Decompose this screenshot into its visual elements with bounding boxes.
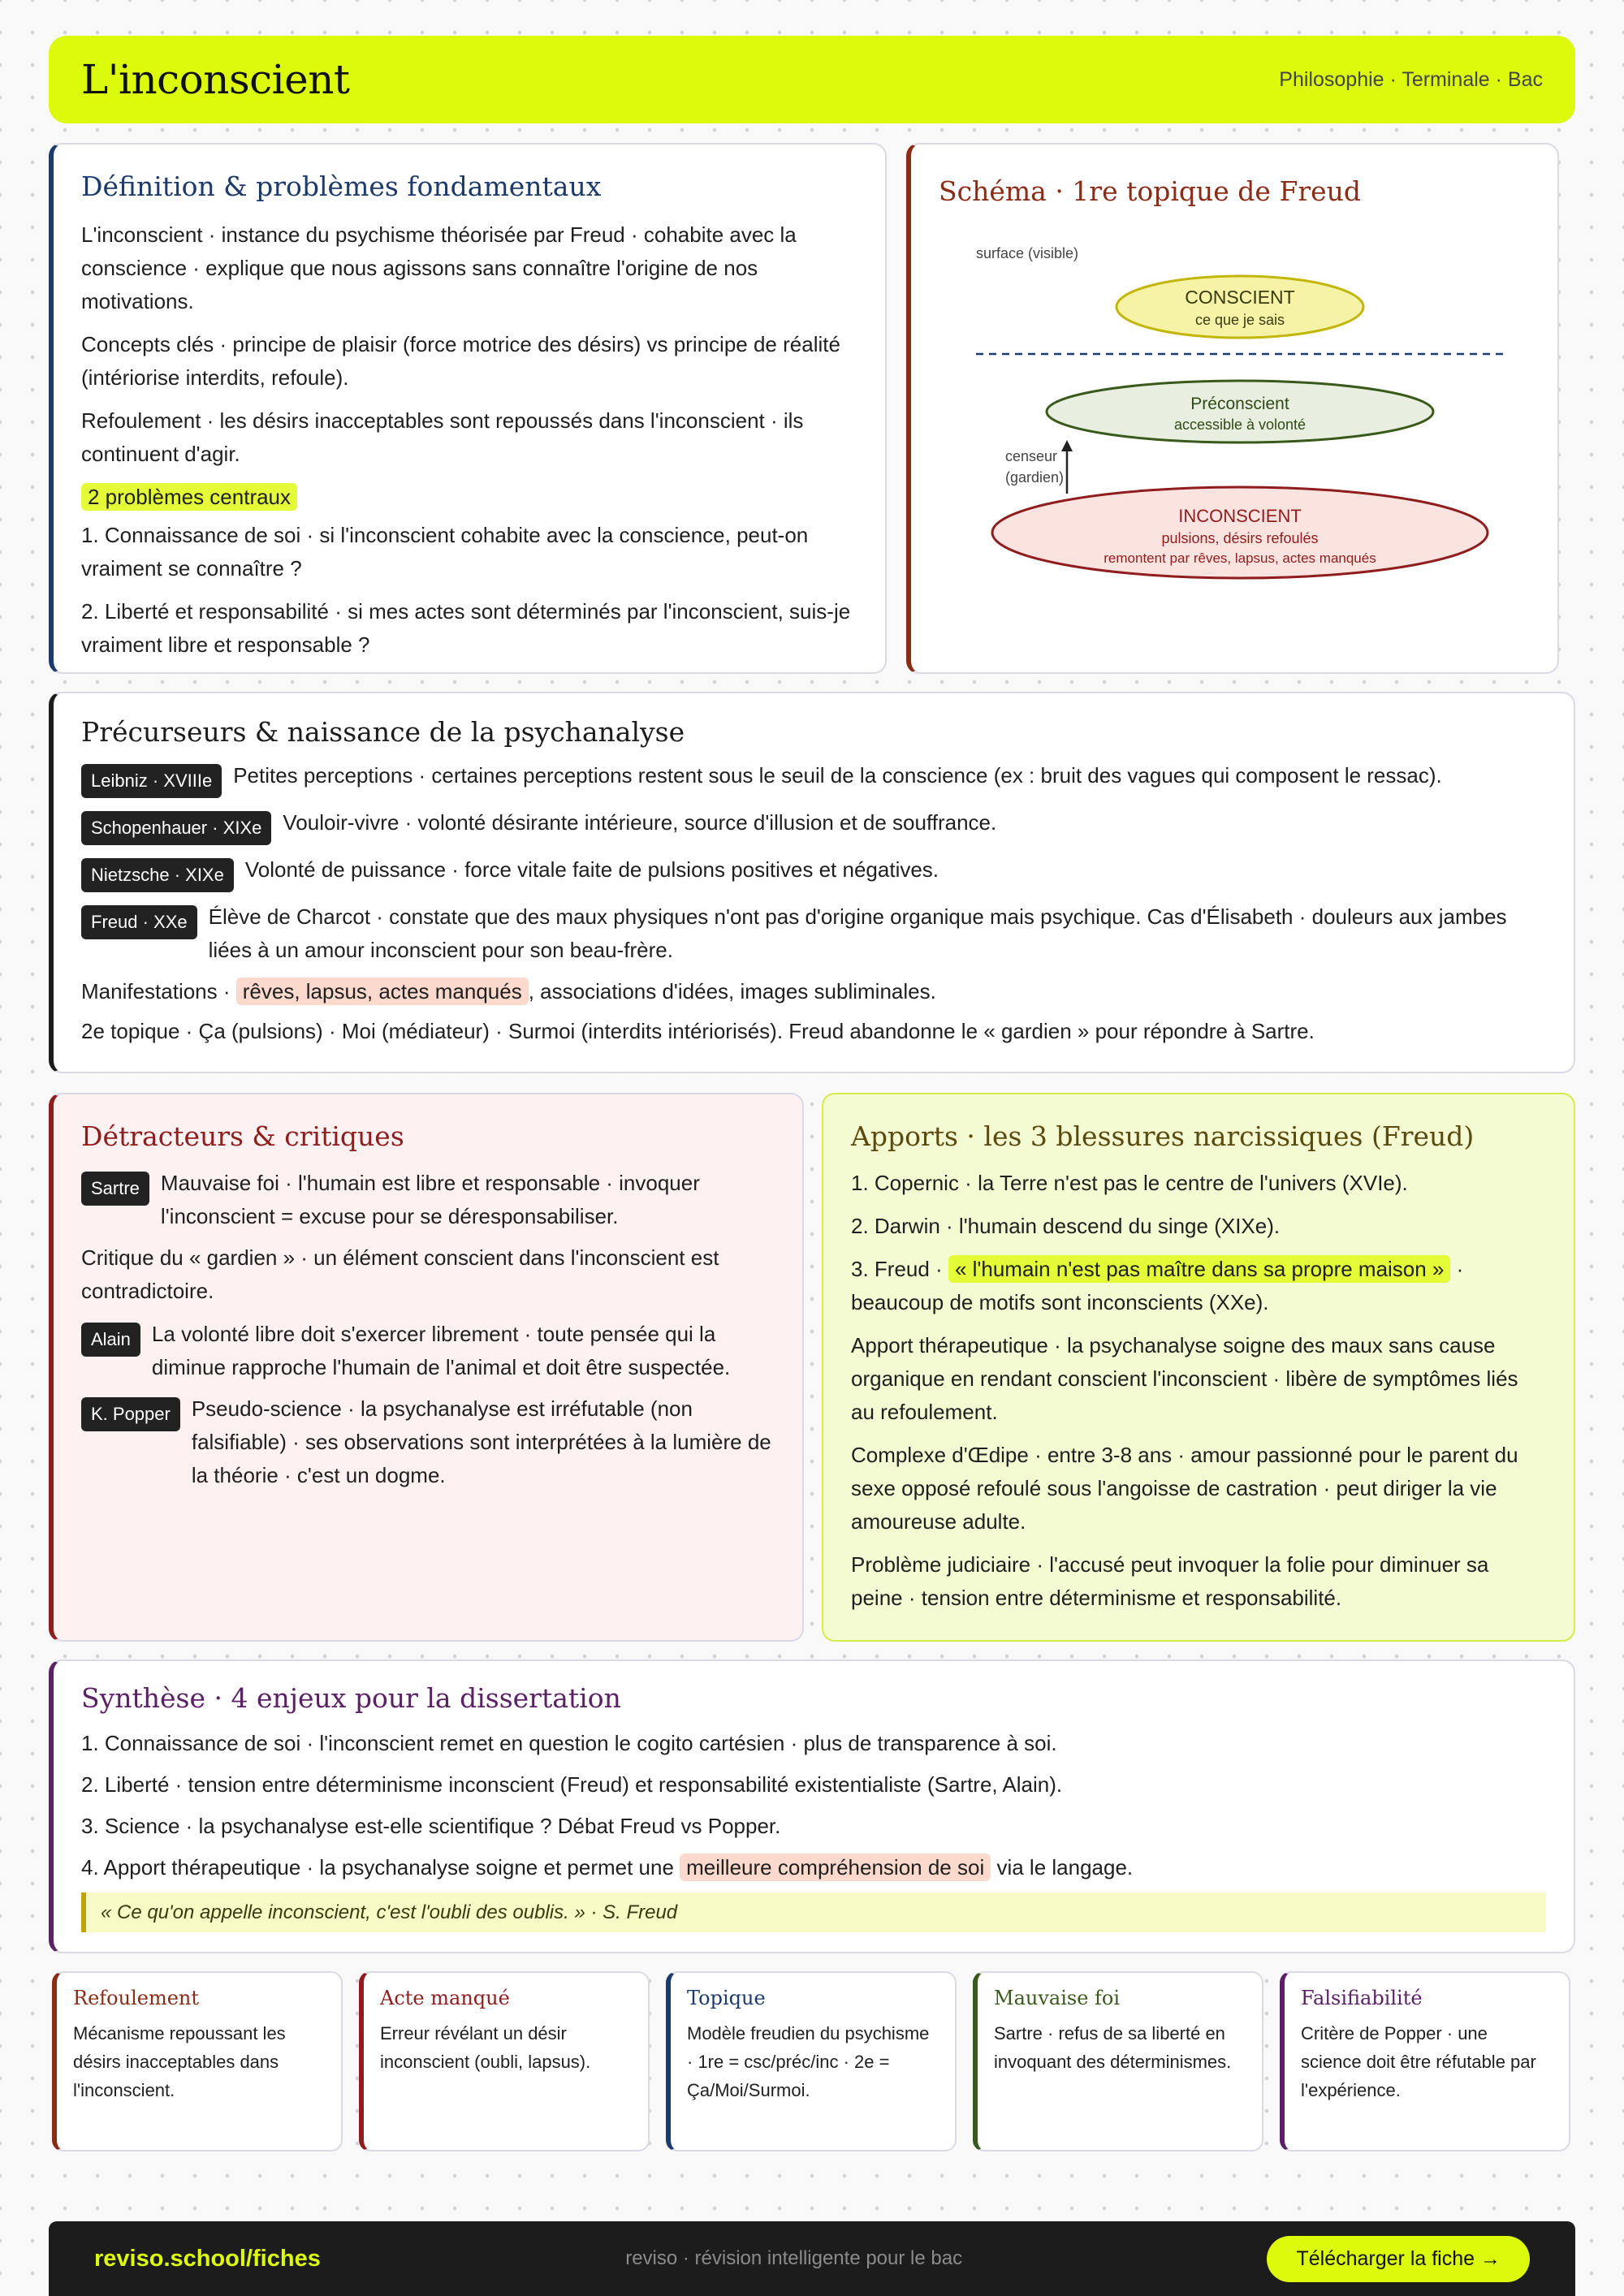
problem-2: 2. Liberté et responsabilité · si mes actes sont déterminés par l'inconscient, suis-je vraiment libre et responsable ? <box>81 599 851 658</box>
censure-label: censeur <box>1005 448 1058 464</box>
topique-diagram <box>944 234 1528 615</box>
enjeu-4-highlight: meilleure compréhension de soi <box>680 1854 991 1881</box>
apports-title: Apports · les 3 blessures narcissiques (Freud) <box>851 1120 1475 1152</box>
precursor-row <box>81 759 1546 798</box>
conscient-label: CONSCIENT <box>1185 287 1295 308</box>
glossary-definition: Modèle freudien du psychisme · 1re = csc/préc/inc · 2e = Ça/Moi/Surmoi. <box>687 2023 930 2100</box>
synthese-title: Synthèse · 4 enjeux pour la dissertation <box>81 1682 621 1714</box>
critic-tag-alain: Alain <box>81 1323 140 1357</box>
judicial-paragraph: Problème judiciaire · l'accusé peut invoquer la folie pour diminuer sa peine · tension entre déterminisme et responsabilité. <box>851 1552 1489 1611</box>
precursor-row <box>81 853 1546 892</box>
wound-freud-label: 3. Freud · <box>851 1257 948 1282</box>
problem-1: 1. Connaissance de soi · si l'inconscient cohabite avec la conscience, peut-on vraiment se connaître ? <box>81 523 809 581</box>
precursor-text-schopenhauer: Vouloir-vivre · volonté désirante intérieure, source d'illusion et de souffrance. <box>283 810 997 835</box>
glossary-definition: Critère de Popper · une science doit être réfutable par l'expérience. <box>1301 2023 1536 2100</box>
page-footer <box>49 2221 1575 2296</box>
oedipe-paragraph: Complexe d'Œdipe · entre 3-8 ans · amour passionné pour le parent du sexe opposé refoulé sous l'angoisse de castration · peut diriger la vie amoureuse adulte. <box>851 1443 1518 1534</box>
critics-title: Détracteurs & critiques <box>81 1120 404 1152</box>
page-title: L'inconscient <box>81 56 350 103</box>
gardien-label: (gardien) <box>1005 469 1065 486</box>
precursor-text-nietzsche: Volonté de puissance · force vitale faite de pulsions positives et négatives. <box>244 857 939 883</box>
glossary-term: Refoulement <box>73 1987 200 2009</box>
glossary-definition: Erreur révélant un désir inconscient (oubli, lapsus). <box>380 2023 591 2072</box>
precursor-row <box>81 900 1546 967</box>
download-button[interactable]: Télécharger la fiche → <box>1267 2236 1530 2282</box>
definition-title: Définition & problèmes fondamentaux <box>81 170 602 202</box>
enjeu-4 <box>81 1851 1546 1884</box>
precursor-tag-nietzsche: Nietzsche · XIXe <box>81 858 234 892</box>
glossary-acte-manque <box>359 1971 650 2151</box>
conscient-desc: ce que je sais <box>1194 312 1285 328</box>
critic-text-alain: La volonté libre doit s'exercer librement · toute pensée qui la diminue rapproche l'humain de l'animal et doit être suspectée. <box>151 1322 731 1380</box>
glossary-definition: Sartre · refus de sa liberté en invoquant des déterminismes. <box>994 2023 1232 2072</box>
inconscient-label: INCONSCIENT <box>1178 506 1302 526</box>
glossary-term: Mauvaise foi <box>994 1987 1121 2009</box>
schema-card <box>906 143 1559 674</box>
page-subtitle: Philosophie · Terminale · Bac <box>1279 67 1543 91</box>
precursor-text-freud: Élève de Charcot · constate que des maux physiques n'ont pas d'origine organique mais psychique. Cas d'Élisabeth · douleurs aux jambes liées à un amour inconscient pour son beau-frère. <box>208 904 1507 963</box>
wound-copernic: 1. Copernic · la Terre n'est pas le centre de l'univers (XVIe). <box>851 1171 1408 1196</box>
surface-label: surface (visible) <box>976 245 1079 261</box>
preconscient-label: Préconscient <box>1190 395 1289 413</box>
apports-card <box>822 1093 1575 1642</box>
glossary-refoulement <box>52 1971 343 2151</box>
critic-tag-sartre: Sartre <box>81 1172 149 1206</box>
enjeu-1: 1. Connaissance de soi · l'inconscient remet en question le cogito cartésien · plus de transparence à soi. <box>81 1731 1057 1756</box>
manifestations-highlight: rêves, lapsus, actes manqués <box>236 978 529 1005</box>
inconscient-desc-1: pulsions, désirs refoulés <box>1161 530 1319 546</box>
definition-paragraph: L'inconscient · instance du psychisme théorisée par Freud · cohabite avec la conscience · explique que nous agissons sans connaître l'origine de nos motivations. <box>81 222 797 314</box>
critic-tag-popper: K. Popper <box>81 1397 180 1431</box>
precursors-title: Précurseurs & naissance de la psychanalyse <box>81 716 685 748</box>
glossary-mauvaise-foi <box>973 1971 1263 2151</box>
definition-card <box>49 143 887 674</box>
enjeu-4-rest: via le langage. <box>991 1855 1134 1880</box>
enjeu-4-text: 4. Apport thérapeutique · la psychanalyse soigne et permet une <box>81 1855 680 1880</box>
glossary-term: Acte manqué <box>380 1987 510 2009</box>
problems-highlight: 2 problèmes centraux <box>81 483 297 511</box>
precursor-tag-leibniz: Leibniz · XVIIIe <box>81 764 222 798</box>
synthese-card <box>49 1659 1575 1953</box>
enjeu-3: 3. Science · la psychanalyse est-elle scientifique ? Débat Freud vs Popper. <box>81 1814 781 1839</box>
concepts-paragraph: Concepts clés · principe de plaisir (force motrice des désirs) vs principe de réalité (intériorise interdits, refoule). <box>81 332 840 391</box>
precursor-row <box>81 806 1546 845</box>
critique-gardien: Critique du « gardien » · un élément conscient dans l'inconscient est contradictoire. <box>81 1245 719 1304</box>
footer-tagline: reviso · révision intelligente pour le bac <box>625 2247 963 2269</box>
enjeu-2: 2. Liberté · tension entre déterminisme inconscient (Freud) et responsabilité existentialiste (Sartre, Alain). <box>81 1772 1063 1798</box>
wound-freud <box>851 1253 1546 1319</box>
preconscient-desc: accessible à volonté <box>1173 416 1307 433</box>
glossary-term: Topique <box>687 1987 766 2009</box>
wound-darwin: 2. Darwin · l'humain descend du singe (XIXe). <box>851 1214 1281 1239</box>
glossary-definition: Mécanisme repoussant les désirs inacceptables dans l'inconscient. <box>73 2023 286 2100</box>
critic-text-sartre: Mauvaise foi · l'humain est libre et responsable · invoquer l'inconscient = excuse pour se déresponsabiliser. <box>160 1171 700 1229</box>
precursor-tag-schopenhauer: Schopenhauer · XIXe <box>81 811 271 845</box>
glossary-topique <box>666 1971 957 2151</box>
schema-title: Schéma · 1re topique de Freud <box>939 175 1362 207</box>
critic-row <box>81 1318 775 1384</box>
refoulement-paragraph: Refoulement · les désirs inacceptables sont repoussés dans l'inconscient · ils continuent d'agir. <box>81 408 804 467</box>
page-header <box>49 36 1575 123</box>
wound-freud-quote: « l'humain n'est pas maître dans sa propre maison » <box>948 1255 1450 1283</box>
freud-quote-text: « Ce qu'on appelle inconscient, c'est l'oubli des oublis. » · S. Freud <box>101 1901 678 1924</box>
critic-row <box>81 1392 775 1492</box>
manifestations-label: Manifestations · <box>81 979 236 1004</box>
footer-brand-link[interactable]: reviso.school/fiches <box>94 2245 321 2272</box>
precursor-text-leibniz: Petites perceptions · certaines perceptions restent sous le seuil de la conscience (ex : bruit des vagues qui composent le ressac). <box>233 763 1442 788</box>
critic-text-popper: Pseudo-science · la psychanalyse est irréfutable (non falsifiable) · ses observations sont interprétées à la lumière de la théorie · c'est un dogme. <box>191 1396 771 1488</box>
manifestations-line <box>81 975 1546 1008</box>
glossary-term: Falsifiabilité <box>1301 1987 1423 2009</box>
critics-card <box>49 1093 804 1642</box>
critic-row <box>81 1167 775 1233</box>
freud-quote <box>81 1892 1546 1932</box>
precursors-card <box>49 692 1575 1073</box>
therapeutic-paragraph: Apport thérapeutique · la psychanalyse soigne des maux sans cause organique en rendant conscient l'inconscient · libère de symptômes liés au refoulement. <box>851 1333 1518 1425</box>
second-topique-line: 2e topique · Ça (pulsions) · Moi (médiateur) · Surmoi (interdits intériorisés). Freud abandonne le « gardien » pour répondre à Sartre. <box>81 1019 1315 1044</box>
precursor-tag-freud: Freud · XXe <box>81 905 197 939</box>
manifestations-rest: , associations d'idées, images subliminales. <box>528 979 936 1004</box>
inconscient-desc-2: remontent par rêves, lapsus, actes manqués <box>1104 550 1376 566</box>
censure-arrowhead <box>1061 440 1073 451</box>
glossary-falsifiabilite <box>1280 1971 1570 2151</box>
wound-freud-rest: · beaucoup de motifs sont inconscients (XXe). <box>851 1257 1464 1315</box>
